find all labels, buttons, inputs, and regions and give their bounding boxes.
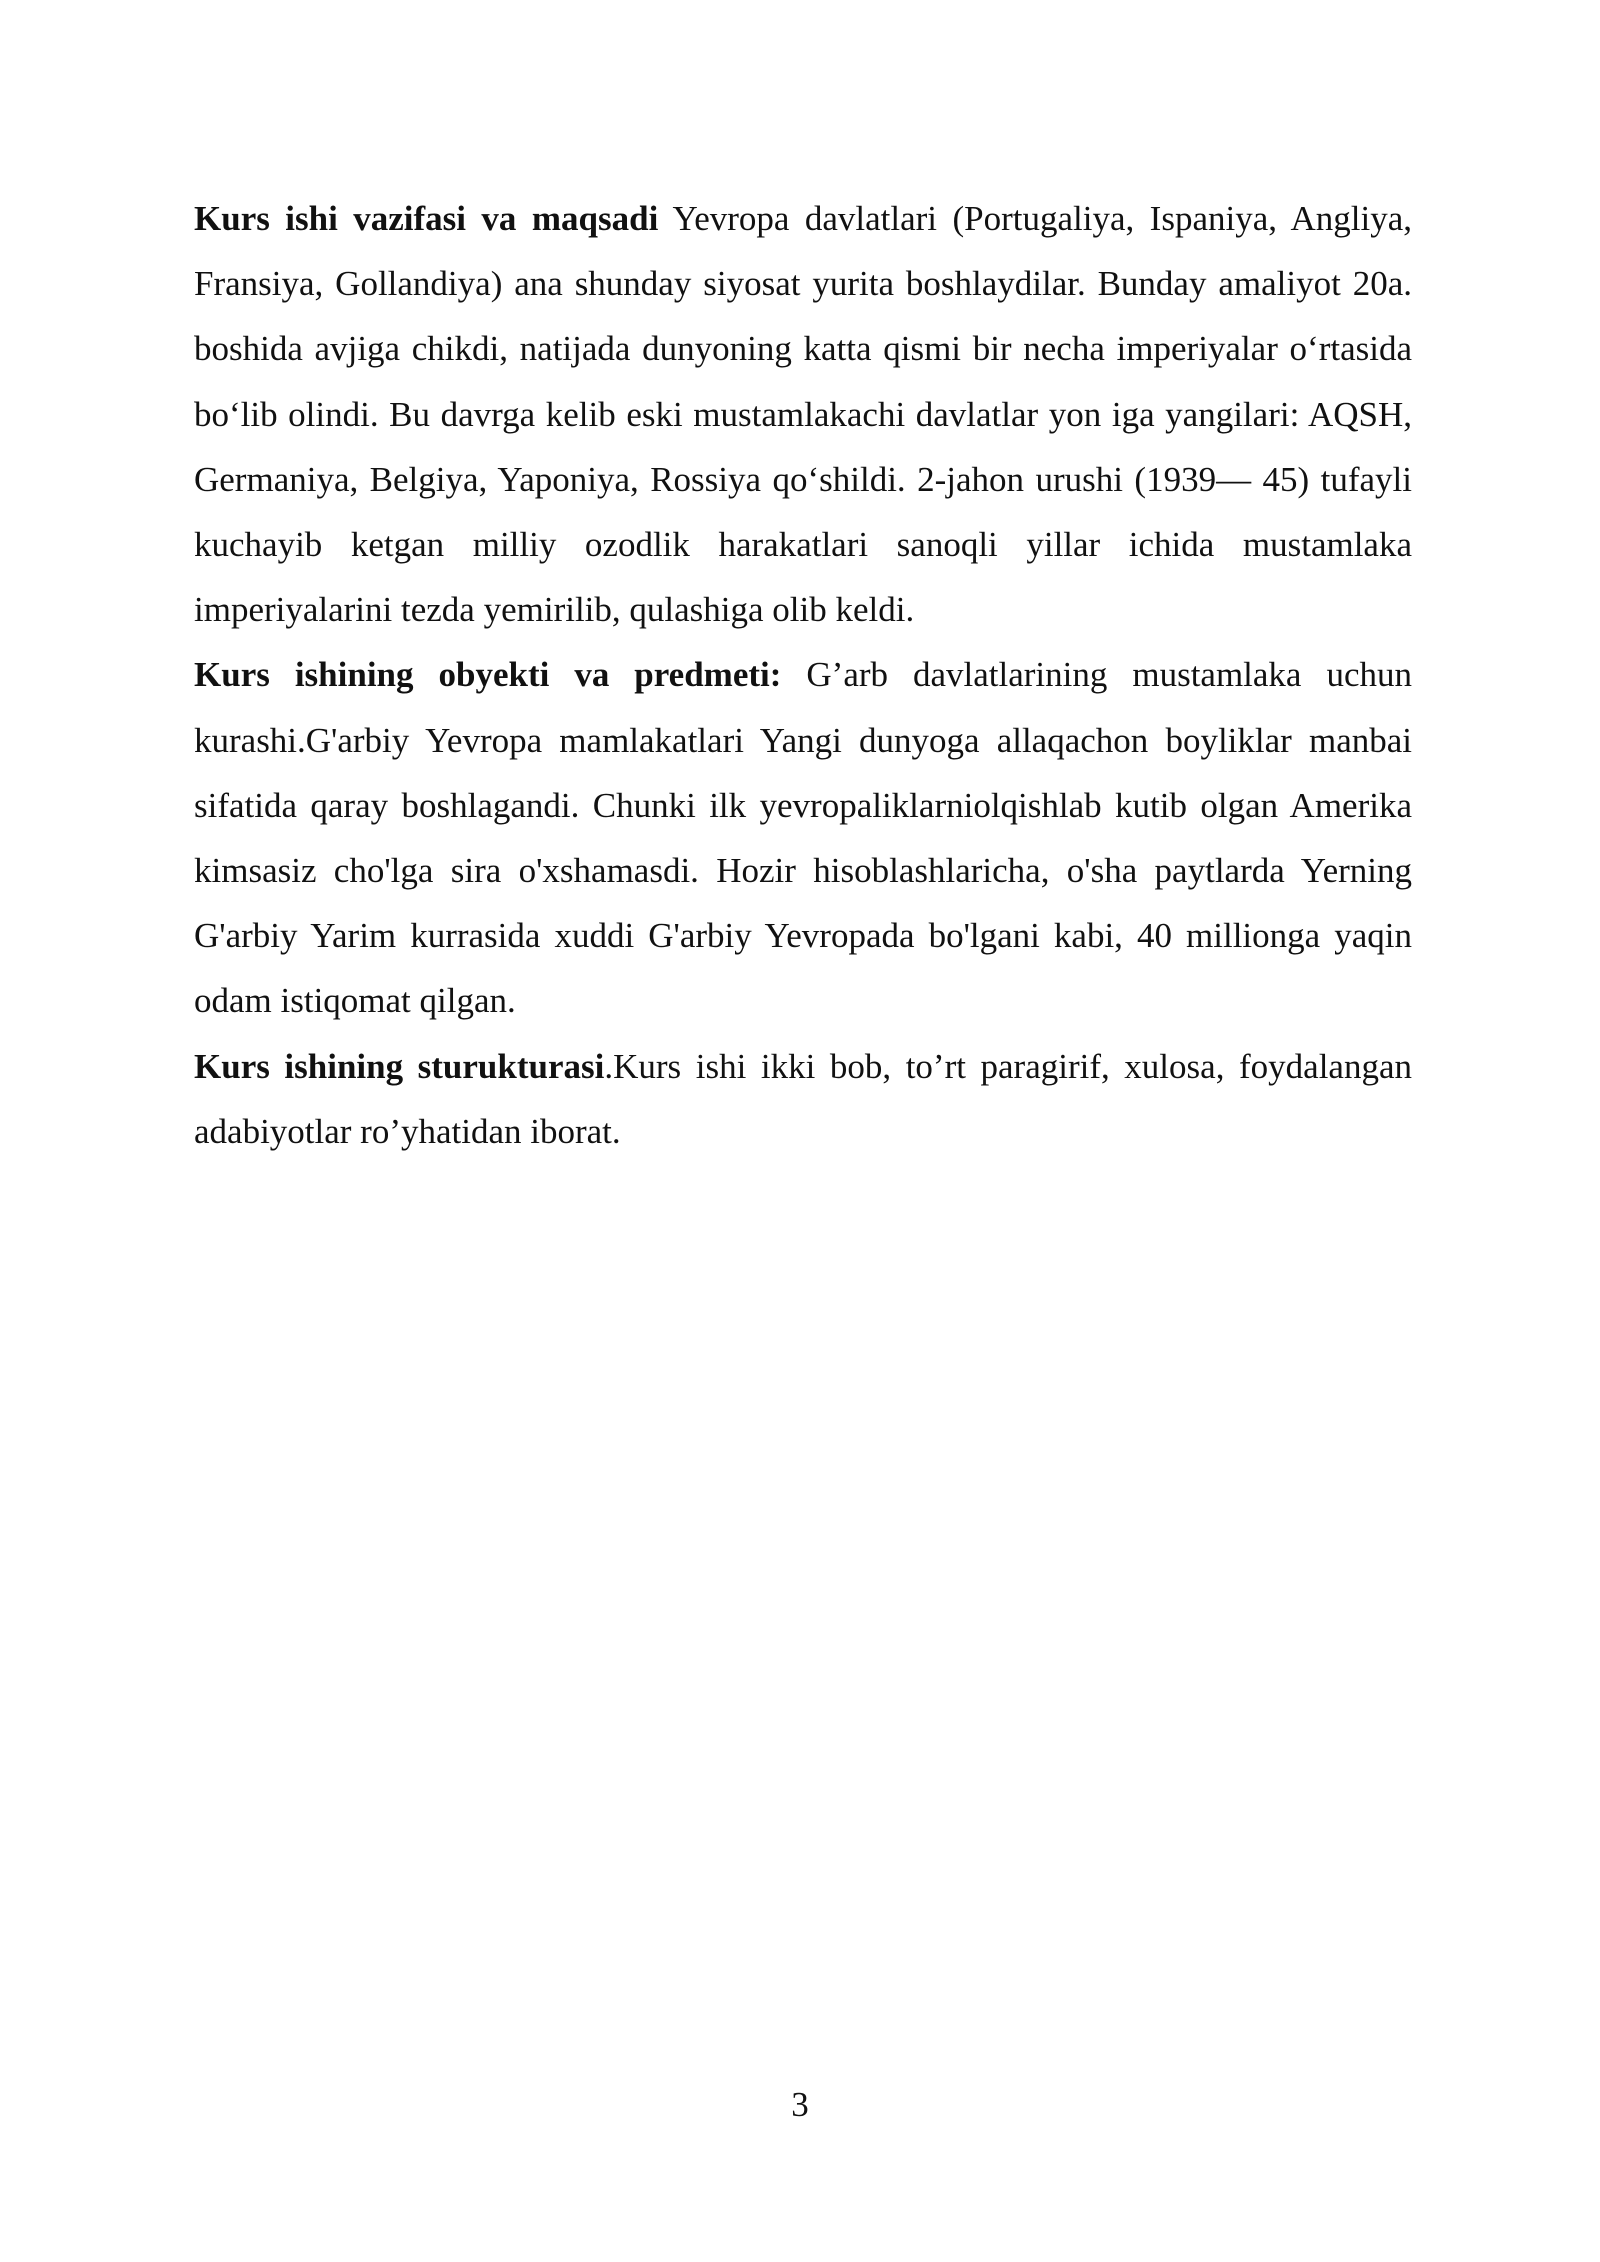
- paragraph-heading: Kurs ishining obyekti va predmeti:: [194, 655, 782, 695]
- paragraph-body: .Kurs ishi ikki bob, to’rt paragirif, xulosa, foydalangan adabiyotlar ro’yhatidan iborat.: [194, 1046, 1412, 1151]
- paragraph-structure: [194, 1034, 1412, 1164]
- paragraph-heading: Kurs ishining sturukturasi: [194, 1046, 605, 1086]
- paragraph-object: [194, 642, 1412, 1033]
- paragraph-goals: [194, 186, 1412, 642]
- page-number: 3: [791, 2085, 809, 2124]
- paragraph-heading: Kurs ishi vazifasi va maqsadi: [194, 199, 659, 238]
- paragraph-body: G’arb davlatlarining mustamlaka uchun kurashi.G'arbiy Yevropa mamlakatlari Yangi dunyoga allaqachon boyliklar manbai sifatida qaray boshlagandi. Chunki ilk yevropaliklarniolqishlab kutib olgan Amerika kimsasiz cho'lga sira o'xshamasdi. Hozir hisoblashlaricha, o'sha paytlarda Yerning G'arbiy Yarim kurrasida xuddi G'arbiy Yevropada bo'lgani kabi, 40 millionga yaqin odam istiqomat qilgan.: [194, 655, 1412, 1021]
- body-text: [194, 186, 1412, 1164]
- paragraph-body: Yevropa davlatlari (Portugaliya, Ispaniya, Angliya, Fransiya, Gollandiya) ana shunday siyosat yurita boshlaydilar. Bunday amaliyot 20a. boshida avjiga chikdi, natijada dunyoning katta qismi bir necha imperiyalar o‘rtasida bo‘lib olindi. Bu davrga kelib eski mustamlakachi davlatlar yon iga yangilari: AQSH, Germaniya, Belgiya, Yaponiya, Rossiya qo‘shildi. 2-jahon urushi (1939— 45) tufayli kuchayib ketgan milliy ozodlik harakatlari sanoqli yillar ichida mustamlaka imperiyalarini tezda yemirilib, qulashiga olib keldi.: [194, 199, 1412, 630]
